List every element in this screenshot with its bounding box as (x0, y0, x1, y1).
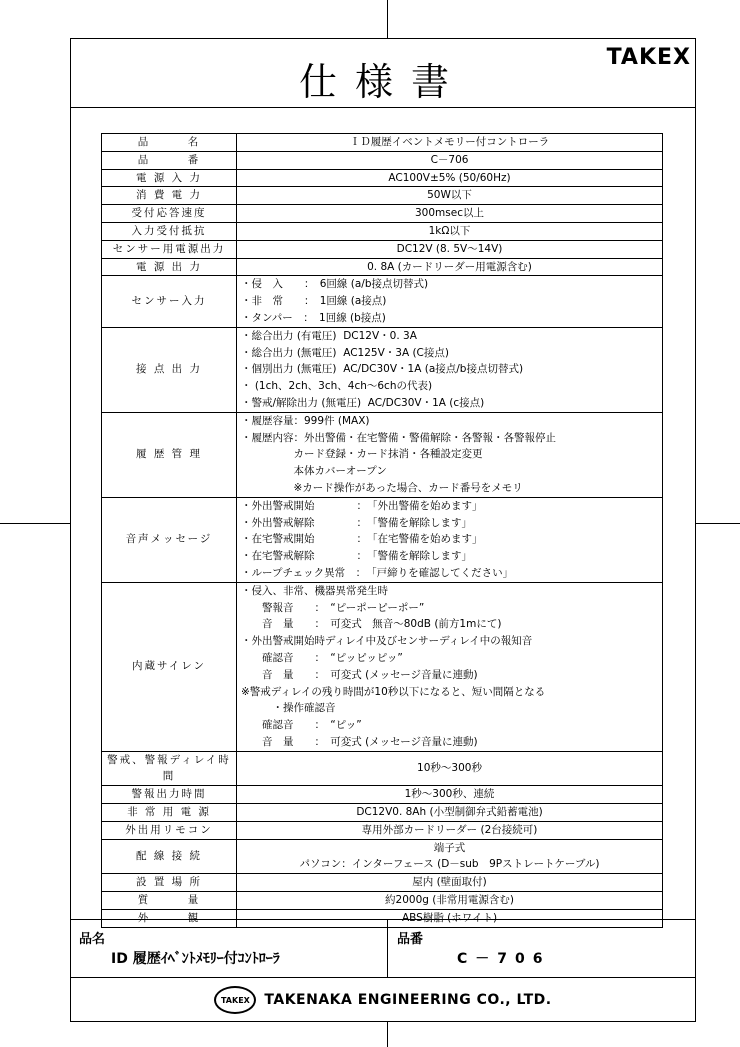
spec-value (237, 169, 663, 187)
spec-value-line: AC100V±5% (50/60Hz) (388, 171, 511, 184)
spec-key: 入力受付抵抗 (102, 222, 237, 240)
spec-row (102, 276, 663, 327)
spec-value-line: パソコン：インターフェース (D－sub 9Pストレートケーブル) (299, 858, 600, 871)
spec-value-line: 屋内 (壁面取付) (412, 876, 487, 889)
spec-value (237, 892, 663, 910)
spec-row (102, 751, 663, 786)
spec-key: 警戒、警報ディレイ時間 (102, 751, 237, 786)
title-row (71, 39, 695, 108)
spec-value-line: ※警戒ディレイの残り時間が10秒以下になると、短い間隔となる (241, 685, 546, 698)
spec-value (237, 151, 663, 169)
spec-key: 音声メッセージ (102, 497, 237, 582)
spec-value-line: DC12V (8. 5V～14V) (396, 242, 503, 255)
spec-row (102, 327, 663, 412)
spec-value-line: ・タンパー ： 1回線 (b接点) (241, 311, 386, 324)
spec-value (237, 134, 663, 152)
company-logo: TAKEX (214, 986, 256, 1014)
spec-value (237, 821, 663, 839)
spec-value-line: カード登録・カード抹消・各種設定変更 (241, 448, 483, 461)
spec-key: 消 費 電 力 (102, 187, 237, 205)
spec-row (102, 839, 663, 874)
crop-mark-right (696, 523, 740, 524)
spec-value (237, 327, 663, 412)
spec-key: 内蔵サイレン (102, 582, 237, 751)
product-number-label: 品番 (397, 932, 424, 947)
spec-key: 電 源 入 力 (102, 169, 237, 187)
spec-value-line: 1kΩ以下 (428, 224, 471, 237)
spec-value (237, 258, 663, 276)
spec-key: 非 常 用 電 源 (102, 804, 237, 822)
spec-row (102, 205, 663, 223)
spec-row (102, 169, 663, 187)
spec-value (237, 276, 663, 327)
spec-key: 接 点 出 力 (102, 327, 237, 412)
spec-table (101, 133, 663, 928)
spec-key: 質 量 (102, 892, 237, 910)
spec-value (237, 205, 663, 223)
spec-value-line: ＩＤ履歴イベントメモリー付コントローラ (349, 136, 550, 148)
spec-value (237, 240, 663, 258)
spec-key: 外出用リモコン (102, 821, 237, 839)
spec-value (237, 222, 663, 240)
spec-value (237, 804, 663, 822)
spec-value-line: ・操作確認音 (241, 702, 336, 715)
spec-value (237, 582, 663, 751)
crop-mark-left (0, 523, 70, 524)
spec-value-line: 警報音 ： “ピーポーピーポー” (241, 601, 425, 614)
spec-value-line: ※カード操作があった場合、カード番号をメモリ (241, 481, 523, 494)
footer-block (71, 919, 695, 1023)
spec-key: 品 番 (102, 151, 237, 169)
spec-value-line: ・外出警戒解除 ： 「警備を解除します」 (241, 516, 472, 529)
spec-value-line: ・外出警戒開始 ： 「外出警備を始めます」 (241, 499, 483, 512)
spec-value-line: ・総合出力 (有電圧) DC12V・0. 3A (241, 329, 417, 342)
crop-mark-top (387, 0, 388, 38)
brand-logo: TAKEX (606, 45, 691, 70)
spec-value-line: 音 量 ： 可変式 (メッセージ音量に連動) (241, 735, 478, 748)
spec-value-line: ・在宅警戒開始 ： 「在宅警備を始めます」 (241, 533, 483, 546)
product-number-value: C－706 (457, 951, 551, 967)
document-frame (70, 38, 696, 1022)
footer-rule (71, 977, 695, 978)
spec-value-line: 確認音 ： “ピッピッピッ” (241, 651, 403, 664)
spec-row (102, 786, 663, 804)
spec-value-line: C－706 (430, 153, 469, 166)
company-name: TAKENAKA ENGINEERING CO., LTD. (264, 992, 552, 1008)
page-title: 仕様書 (298, 60, 467, 104)
spec-value-line: ・在宅警戒解除 ： 「警備を解除します」 (241, 550, 472, 563)
spec-value-line: ・非 常 ： 1回線 (a接点) (241, 295, 387, 308)
spec-value-line: 10秒～300秒 (417, 762, 482, 775)
spec-row (102, 240, 663, 258)
crop-mark-bottom (387, 1022, 388, 1047)
spec-key: 警報出力時間 (102, 786, 237, 804)
spec-value-line: ・侵 入 ： 6回線 (a/b接点切替式) (241, 278, 429, 291)
spec-value-line: 約2000g (非常用電源含む) (385, 894, 514, 907)
spec-row (102, 412, 663, 497)
spec-value (237, 412, 663, 497)
spec-value-line: ・ (1ch、2ch、3ch、4ch～6chの代表) (241, 380, 433, 393)
spec-row (102, 222, 663, 240)
spec-row (102, 151, 663, 169)
spec-value-line: 1秒～300秒、連続 (404, 788, 495, 801)
spec-row (102, 821, 663, 839)
spec-row (102, 582, 663, 751)
spec-value-line: ・ループチェック異常 ： 「戸締りを確認してください」 (241, 566, 514, 579)
spec-value-line: ・警戒/解除出力 (無電圧) AC/DC30V・1A (c接点) (241, 396, 485, 409)
spec-key: 配 線 接 続 (102, 839, 237, 874)
spec-value-line: 本体カバーオープン (241, 465, 387, 478)
product-name-label: 品名 (79, 932, 106, 947)
spec-row (102, 258, 663, 276)
spec-key: 受付応答速度 (102, 205, 237, 223)
spec-value (237, 874, 663, 892)
spec-value-line: 0. 8A (カードリーダー用電源含む) (367, 260, 532, 273)
company-line (71, 982, 695, 1018)
spec-value-line: ・外出警戒開始時ディレイ中及びセンサーディレイ中の報知音 (241, 635, 533, 648)
spec-value-line: 端子式 (433, 841, 466, 854)
spec-value-line: 300msec以上 (415, 207, 484, 220)
spec-value-line: ・侵入、非常、機器異常発生時 (241, 584, 388, 597)
spec-value-line: 専用外部カードリーダー (2台接続可) (361, 823, 538, 836)
spec-key: センサー入力 (102, 276, 237, 327)
spec-key: 品 名 (102, 134, 237, 152)
footer-divider (387, 920, 388, 977)
spec-row (102, 187, 663, 205)
spec-value-line: ・履歴内容：外出警備・在宅警備・警備解除・各警報・各警報停止 (241, 431, 556, 444)
spec-value-line: ABS樹脂 (ホワイト) (401, 911, 498, 924)
spec-value-line: ・個別出力 (無電圧) AC/DC30V・1A (a接点/b接点切替式) (241, 363, 524, 376)
spec-key: 電 源 出 力 (102, 258, 237, 276)
spec-value (237, 751, 663, 786)
spec-value-line: ・履歴容量：999件 (MAX) (241, 414, 370, 427)
spec-value (237, 839, 663, 874)
spec-value-line: DC12V0. 8Ah (小型制御弁式鉛蓄電池) (356, 806, 543, 819)
spec-row (102, 134, 663, 152)
spec-value-line: 50W以下 (427, 189, 472, 202)
spec-row (102, 874, 663, 892)
spec-value-line: 確認音 ： “ピッ” (241, 719, 362, 732)
spec-value (237, 497, 663, 582)
spec-key: センサー用電源出力 (102, 240, 237, 258)
spec-key: 履 歴 管 理 (102, 412, 237, 497)
spec-row (102, 804, 663, 822)
spec-row (102, 497, 663, 582)
spec-value-line: ・総合出力 (無電圧) AC125V・3A (C接点) (241, 346, 449, 359)
spec-value (237, 786, 663, 804)
spec-value-line: 音 量 ： 可変式 (メッセージ音量に連動) (241, 668, 478, 681)
spec-value-line: 音 量 ： 可変式 無音～80dB (前方1mにて) (241, 618, 502, 631)
spec-key: 外 観 (102, 909, 237, 927)
spec-value (237, 187, 663, 205)
spec-key: 設 置 場 所 (102, 874, 237, 892)
spec-row (102, 892, 663, 910)
product-name-value: ID 履歴ｲﾍﾞﾝﾄﾒﾓﾘｰ付ｺﾝﾄﾛｰﾗ (111, 951, 280, 967)
